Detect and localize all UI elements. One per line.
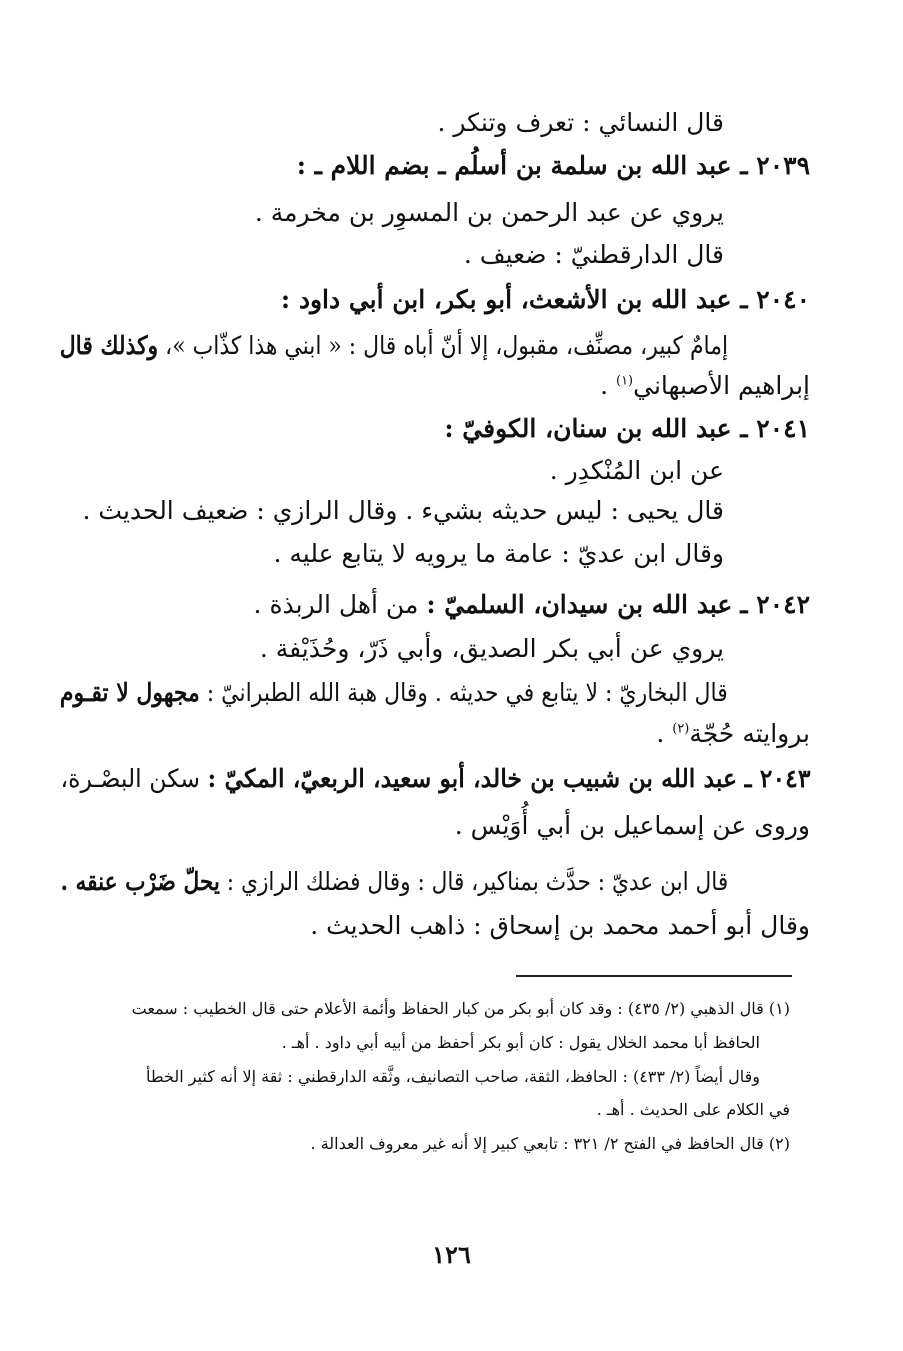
text: سكن البصْـرة، <box>59 764 208 793</box>
footnote-text: وقال أيضاً (٢/ ٤٣٣) : الحافظ، الثقة، صاحب التصانيف، وثَّقه الدارقطني : ثقة إلا أنه كثير الخطأ <box>145 1067 760 1086</box>
footnote-text: (٢) قال الحافظ في الفتح ٢/ ٣٢١ : تابعي كبير إلا أنه غير معروف العدالة . <box>310 1134 790 1153</box>
text: بروايته حُجّة <box>689 719 810 748</box>
text: إبراهيم الأصبهاني <box>633 371 810 400</box>
text: قال يحيى : ليس حديثه بشيء . وقال الرازي : ضعيف الحديث . <box>82 496 724 525</box>
text: عن ابن المُنْكدِر . <box>549 456 724 485</box>
entry-name: عبد الله بن سلمة بن أسلُم ـ بضم اللام ـ : <box>296 151 732 180</box>
entry-2043-heading <box>60 766 810 791</box>
text: قال ابن عديّ : حدَّث بمناكير، قال : وقال فضلك الرازي : <box>219 867 728 896</box>
text: وقال ابن عديّ : عامة ما يرويه لا يتابع عليه . <box>273 539 724 568</box>
text-line <box>455 813 810 838</box>
text: وروى عن إسماعيل بن أبي أُوَيْس . <box>454 811 810 840</box>
entry-2042-heading <box>254 592 810 617</box>
text: إمامٌ كبير، مصنِّف، مقبول، إلا أنّ أباه قال : « ابني هذا كذّاب »، <box>158 331 729 360</box>
text: . <box>656 719 673 748</box>
entry-name: عبد الله بن الأشعث، أبو بكر، ابن أبي داود : <box>280 285 732 314</box>
text-line <box>600 373 810 398</box>
entry-name: عبد الله بن سيدان، السلميّ : <box>426 590 733 619</box>
page-number: ١٢٦ <box>432 1240 471 1269</box>
text-line <box>60 869 728 894</box>
text: يروي عن أبي بكر الصديق، وأبي ذَرّ، وحُذَيْفة . <box>259 634 724 663</box>
text-line <box>310 913 810 938</box>
text-line <box>550 458 724 483</box>
footnote-text: في الكلام على الحديث . أهـ . <box>596 1100 790 1119</box>
entry-number: ٢٠٤٠ ـ <box>740 285 810 314</box>
text: قال البخاريّ : لا يتابع في حديثه . وقال هبة الله الطبرانيّ : <box>200 678 729 707</box>
text: قال الدارقطنيّ : ضعيف . <box>463 240 724 269</box>
text-bold: يحلّ ضَرْب عنقه . <box>60 867 220 896</box>
text-line <box>464 242 724 267</box>
text-line <box>656 721 810 746</box>
text-line <box>260 636 724 661</box>
entry-name: عبد الله بن شبيب بن خالد، أبو سعيد، الربعيّ، المكيّ : <box>207 764 737 793</box>
footnote-ref: (٢) <box>672 721 690 737</box>
footnote-text: الحافظ أبا محمد الخلال يقول : كان أبو بكر أحفظ من أبيه أبي داود . أهـ . <box>281 1033 760 1052</box>
footnote-separator <box>516 975 792 977</box>
text: من أهل الربذة . <box>253 590 427 619</box>
entry-2040-heading <box>281 287 810 312</box>
footnote-1-line <box>282 1035 760 1051</box>
entry-2039-heading <box>297 153 810 178</box>
footnote-1-line <box>597 1102 790 1118</box>
text: . <box>600 371 616 400</box>
text-line <box>60 680 728 705</box>
entry-number: ٢٠٣٩ ـ <box>740 151 810 180</box>
footnote-2-line <box>311 1136 790 1152</box>
entry-number: ٢٠٤١ ـ <box>740 414 810 443</box>
entry-name: عبد الله بن سنان، الكوفيّ : <box>444 414 732 443</box>
text-line <box>83 498 724 523</box>
entry-number: ٢٠٤٢ ـ <box>740 590 810 619</box>
text-line <box>274 541 725 566</box>
text-bold: مجهول لا تقـوم <box>60 678 201 707</box>
entry-number: ٢٠٤٣ ـ <box>744 764 810 793</box>
text-line <box>255 200 724 225</box>
text-bold: وكذلك قال <box>59 331 159 360</box>
footnote-text: (١) قال الذهبي (٢/ ٤٣٥) : وقد كان أبو بكر من كبار الحفاظ وأئمة الأعلام حتى قال الخطيب : سمعت <box>131 999 790 1018</box>
entry-2041-heading <box>444 416 810 441</box>
text: وقال أبو أحمد محمد بن إسحاق : ذاهب الحديث . <box>310 911 810 940</box>
text: قال النسائي : تعرف وتنكر . <box>437 108 724 137</box>
footnote-ref: (١) <box>615 373 634 389</box>
text-line <box>437 110 724 135</box>
footnote-1-line <box>132 1001 790 1017</box>
text-line <box>60 333 728 358</box>
text: يروي عن عبد الرحمن بن المسوِر بن مخرمة . <box>254 198 724 227</box>
footnote-1-line <box>146 1069 760 1085</box>
